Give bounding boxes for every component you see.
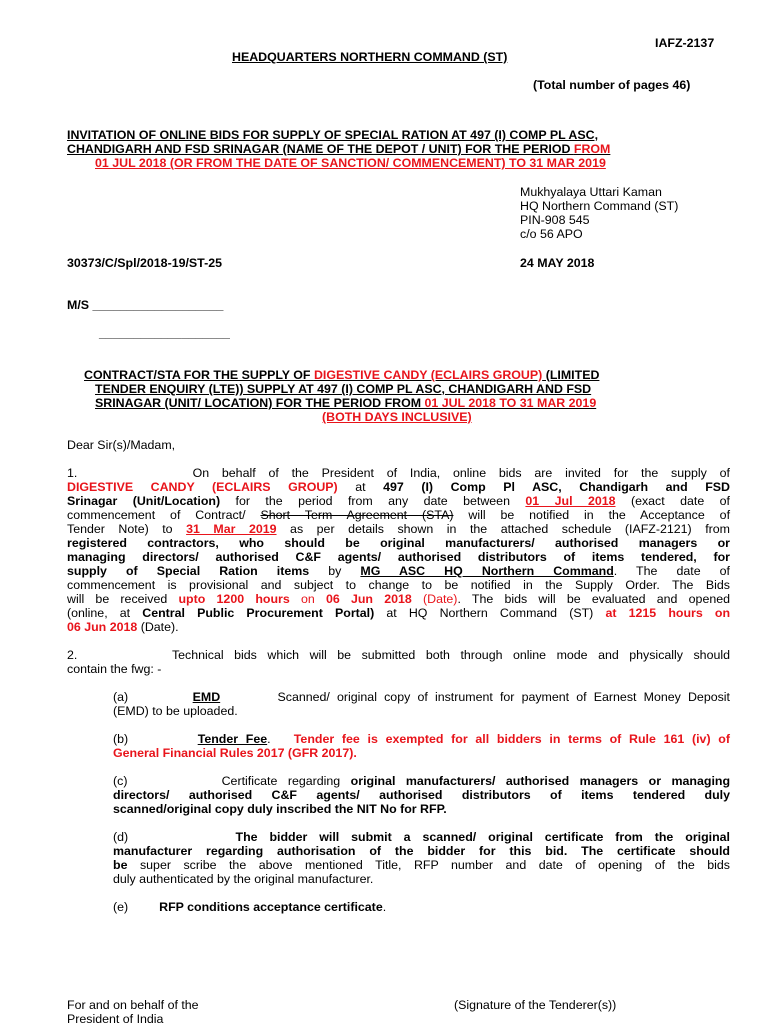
item-d-line: manufacturer regarding authorisation of the bidder for this bid. The certificate should xyxy=(113,844,730,858)
invitation-line-2: CHANDIGARH AND FSD SRINAGAR (NAME OF THE DEPOT / UNIT) FOR THE PERIOD FROM xyxy=(67,142,611,156)
contract-subject-line-3: SRINAGAR (UNIT/ LOCATION) FOR THE PERIOD FROM 01 JUL 2018 TO 31 MAR 2019 xyxy=(95,396,597,410)
para1-line: 1. On behalf of the President of India, online bids are invited for the supply of xyxy=(67,466,730,480)
invitation-line-3: 01 JUL 2018 (OR FROM THE DATE OF SANCTION/ COMMENCEMENT) TO 31 MAR 2019 xyxy=(95,156,606,170)
contract-subject-line-2: TENDER ENQUIRY (LTE)) SUPPLY AT 497 (I) COMP PL ASC, CHANDIGARH AND FSD xyxy=(95,382,592,396)
paragraph-2 xyxy=(67,648,730,676)
para1-line: Srinagar (Unit/Location) for the period from any date between 01 Jul 2018 (exact date of xyxy=(67,494,730,508)
item-b xyxy=(113,732,730,760)
item-d-line: be super scribe the above mentioned Title, RFP number and date of opening of the bids xyxy=(113,858,730,872)
tenderer-signature-label: (Signature of the Tenderer(s)) xyxy=(454,998,617,1012)
item-c-line: scanned/original copy duly inscribed the NIT No for RFP. xyxy=(113,802,447,816)
total-pages: (Total number of pages 46) xyxy=(533,78,691,92)
item-a-line: (EMD) to be uploaded. xyxy=(113,704,238,718)
item-a xyxy=(113,690,730,718)
paragraph-1 xyxy=(67,466,730,634)
file-number: 30373/C/Spl/2018-19/ST-25 xyxy=(67,256,222,270)
para1-line: managing directors/ authorised C&F agents/ authorised distributors of items tendered, for xyxy=(67,550,730,564)
letter-date: 24 MAY 2018 xyxy=(520,256,595,270)
item-c-line: directors/ authorised C&F agents/ authorised distributors of items tendered duly xyxy=(113,788,730,802)
doc-reference: IAFZ-2137 xyxy=(655,36,715,50)
item-b-line: (b) Tender Fee. Tender fee is exempted for all bidders in terms of Rule 161 (iv) of xyxy=(113,732,730,746)
salutation: Dear Sir(s)/Madam, xyxy=(67,438,176,452)
para1-line: Tender Note) to 31 Mar 2019 as per details shown in the attached schedule (IAFZ-2121) from xyxy=(67,522,730,536)
item-c-line: (c) Certificate regarding original manufacturers/ authorised managers or managing xyxy=(113,774,731,788)
item-e-line: (e) RFP conditions acceptance certificate. xyxy=(113,900,387,914)
item-d-line: (d) The bidder will submit a scanned/ original certificate from the original xyxy=(113,830,730,844)
item-b-line: General Financial Rules 2017 (GFR 2017). xyxy=(113,746,357,760)
address-line-2: HQ Northern Command (ST) xyxy=(520,199,679,213)
para1-line: will be received upto 1200 hours on 06 Jun 2018 (Date). The bids will be evaluated and opened xyxy=(67,592,731,606)
contract-subject-line-1: CONTRACT/STA FOR THE SUPPLY OF DIGESTIVE CANDY (ECLAIRS GROUP) (LIMITED xyxy=(84,368,600,382)
address-line-1: Mukhyalaya Uttari Kaman xyxy=(520,185,662,199)
item-c xyxy=(113,774,730,816)
item-e xyxy=(113,900,730,914)
para1-line: supply of Special Ration items by MG ASC HQ Northern Command. The date of xyxy=(67,564,730,578)
address-line-4: c/o 56 APO xyxy=(520,227,583,241)
para1-line: registered contractors, who should be original manufacturers/ authorised managers or xyxy=(67,536,730,550)
contract-subject-line-4: (BOTH DAYS INCLUSIVE) xyxy=(322,410,472,424)
para2-line: 2. Technical bids which will be submitted both through online mode and physically should xyxy=(67,648,731,662)
para1-line: commencement is provisional and subject to change to be notified in the Supply Order. The Bids xyxy=(67,578,730,592)
para1-line: (online, at Central Public Procurement Portal) at HQ Northern Command (ST) at 1215 hours on xyxy=(67,606,731,620)
para2-line: contain the fwg: - xyxy=(67,662,162,676)
para1-line: 06 Jun 2018 (Date). xyxy=(67,620,179,634)
addressee-line-2: ___________________ xyxy=(99,326,230,340)
addressee-line-1: M/S ___________________ xyxy=(67,298,224,312)
footer-behalf-line-2: President of India xyxy=(67,1012,164,1026)
address-line-3: PIN-908 545 xyxy=(520,213,590,227)
footer-behalf-line-1: For and on behalf of the xyxy=(67,998,199,1012)
para1-line: DIGESTIVE CANDY (ECLAIRS GROUP) at 497 (I) Comp Pl ASC, Chandigarh and FSD xyxy=(67,480,730,494)
item-a-line: (a) EMD Scanned/ original copy of instrument for payment of Earnest Money Deposit xyxy=(113,690,730,704)
para1-line: commencement of Contract/ Short Term Agreement (STA) will be notified in the Acceptance of xyxy=(67,508,731,522)
invitation-line-1: INVITATION OF ONLINE BIDS FOR SUPPLY OF SPECIAL RATION AT 497 (I) COMP PL ASC, xyxy=(67,128,599,142)
item-d-line: duly authenticated by the original manufacturer. xyxy=(113,872,374,886)
hq-title: HEADQUARTERS NORTHERN COMMAND (ST) xyxy=(232,50,508,64)
item-d xyxy=(113,830,730,886)
